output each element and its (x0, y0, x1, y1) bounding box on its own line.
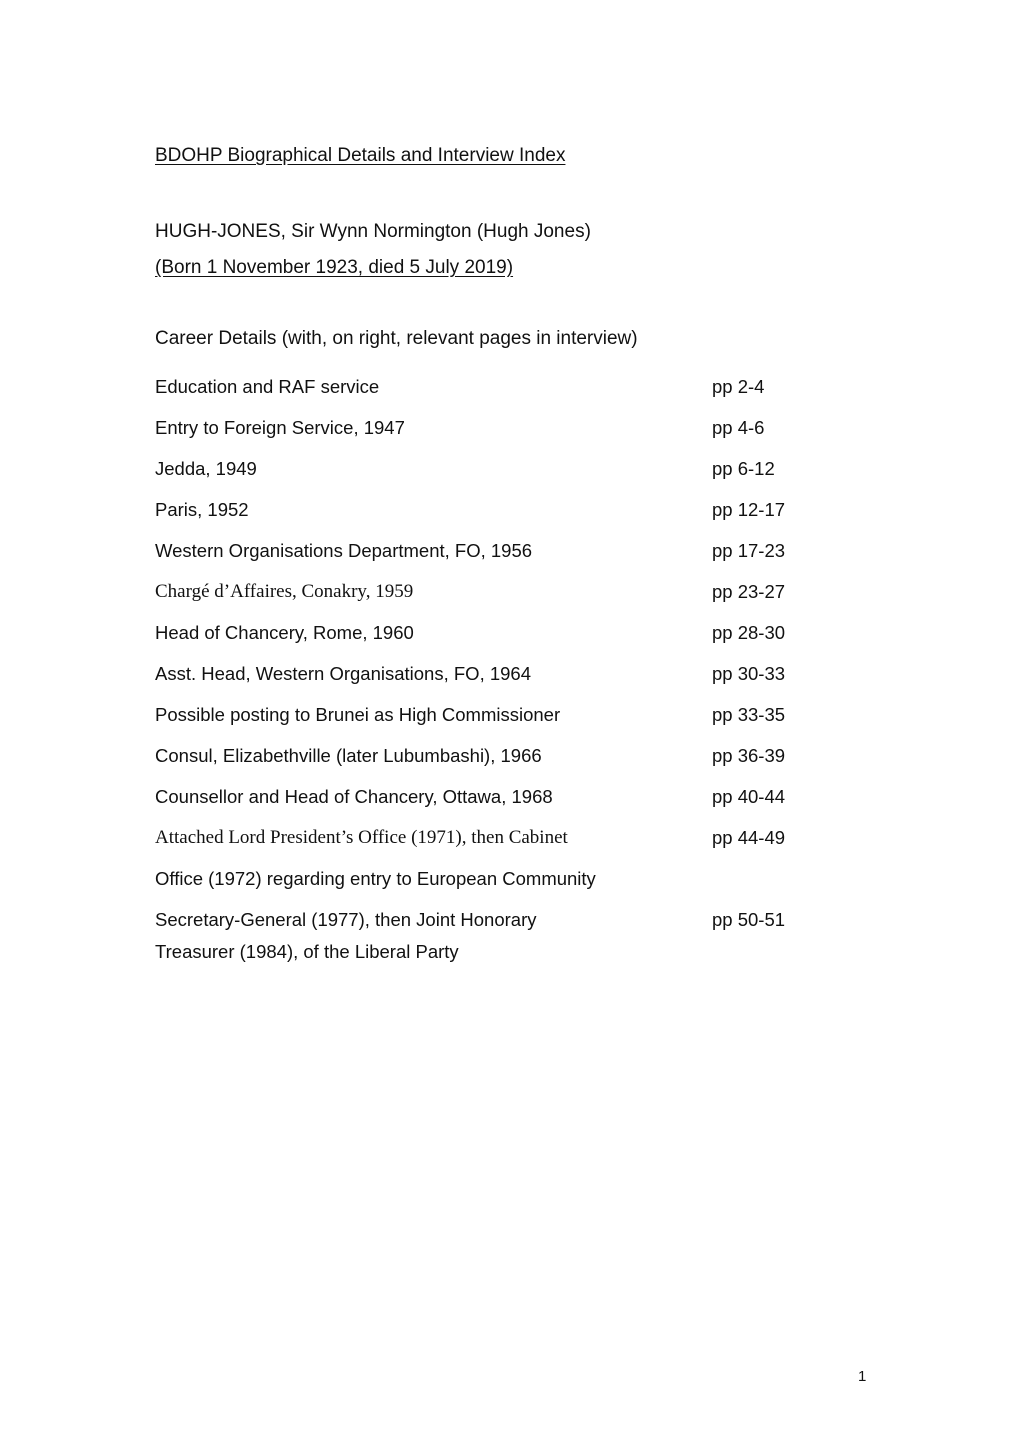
career-pages: pp 17-23 (712, 540, 786, 561)
career-pages: pp 6-12 (712, 458, 775, 479)
career-pages: pp 40-44 (712, 786, 786, 807)
career-pages: pp 28-30 (712, 622, 786, 643)
career-entry: Attached Lord President’s Office (1971), then Cabinet (155, 827, 568, 848)
career-row (155, 412, 855, 444)
career-entry: Asst. Head, Western Organisations, FO, 1964 (155, 663, 531, 684)
career-entry: Paris, 1952 (155, 499, 249, 520)
career-row (155, 535, 855, 567)
career-entry: Secretary-General (1977), then Joint Honorary Treasurer (1984), of the Liberal Party (155, 909, 537, 962)
career-row (155, 699, 855, 731)
career-row (155, 617, 855, 649)
document-title: BDOHP Biographical Details and Interview Index (155, 145, 566, 166)
person-name: HUGH-JONES, Sir Wynn Normington (Hugh Jones) (155, 221, 591, 242)
career-row (155, 494, 855, 526)
career-pages: pp 50-51 (712, 909, 786, 930)
career-pages: pp 33-35 (712, 704, 786, 725)
career-entry: Education and RAF service (155, 376, 380, 397)
career-section-heading: Career Details (with, on right, relevant pages in interview) (155, 328, 638, 349)
career-pages: pp 44-49 (712, 827, 786, 848)
career-pages: pp 23-27 (712, 581, 786, 602)
career-pages: pp 36-39 (712, 745, 786, 766)
career-row (155, 822, 855, 854)
career-entry: Entry to Foreign Service, 1947 (155, 417, 405, 438)
career-list (155, 371, 855, 968)
career-entry: Western Organisations Department, FO, 1956 (155, 540, 533, 561)
career-row (155, 904, 855, 968)
career-pages: pp 2-4 (712, 376, 765, 397)
page-number: 1 (858, 1368, 867, 1385)
career-entry: Office (1972) regarding entry to European Community (155, 868, 596, 889)
career-pages: pp 30-33 (712, 663, 786, 684)
career-row (155, 576, 855, 608)
person-dates: (Born 1 November 1923, died 5 July 2019) (155, 257, 514, 278)
career-entry: Head of Chancery, Rome, 1960 (155, 622, 414, 643)
career-row (155, 371, 855, 403)
career-row (155, 658, 855, 690)
career-entry: Chargé d’Affaires, Conakry, 1959 (155, 581, 414, 602)
career-pages: pp 12-17 (712, 499, 786, 520)
career-row (155, 781, 855, 813)
career-row (155, 863, 855, 895)
career-entry: Jedda, 1949 (155, 458, 257, 479)
career-pages: pp 4-6 (712, 417, 765, 438)
career-entry: Consul, Elizabethville (later Lubumbashi), 1966 (155, 745, 542, 766)
career-entry: Possible posting to Brunei as High Commissioner (155, 704, 561, 725)
career-row (155, 740, 855, 772)
career-row (155, 453, 855, 485)
career-entry: Counsellor and Head of Chancery, Ottawa, 1968 (155, 786, 553, 807)
